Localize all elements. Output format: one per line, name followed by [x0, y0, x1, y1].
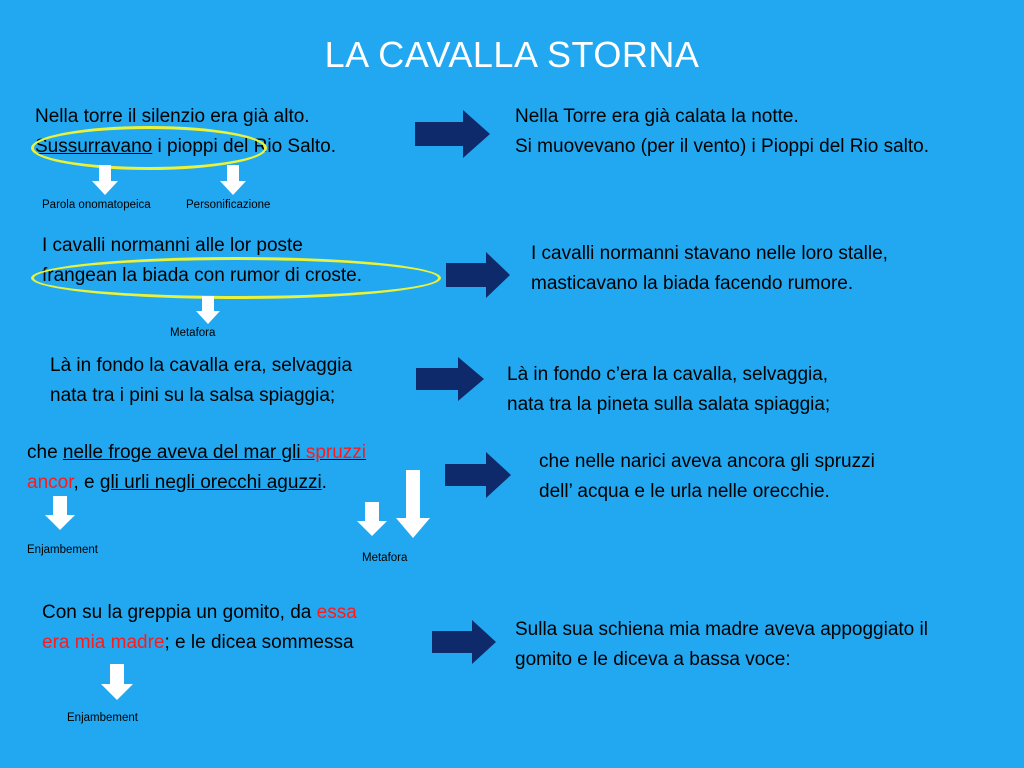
- right-arrow-icon: [416, 357, 484, 401]
- paraphrase-line: dell’ acqua e le urla nelle orecchie.: [539, 481, 830, 502]
- paraphrase-line: I cavalli normanni stavano nelle loro stalle,: [531, 243, 888, 264]
- verse-line: Là in fondo la cavalla era, selvaggia: [50, 355, 353, 376]
- down-arrow-icon: [396, 470, 430, 538]
- emphasis-phrase: era mia madre: [42, 632, 165, 653]
- figure-label: Metafora: [170, 327, 216, 339]
- down-arrow-icon: [45, 496, 75, 530]
- right-arrow-icon: [445, 452, 511, 498]
- emphasis-word: spruzzi: [305, 442, 367, 463]
- paraphrase-line: che nelle narici aveva ancora gli spruzzi: [539, 451, 875, 472]
- verse-line: ancor, e gli urli negli orecchi aguzzi.: [27, 472, 327, 493]
- highlight-oval: [31, 257, 441, 299]
- paraphrase-line: Si muovevano (per il vento) i Pioppi del Rio salto.: [515, 136, 929, 157]
- underlined-phrase: nelle froge aveva del mar gli spruzzi: [62, 442, 367, 463]
- paraphrase-line: gomito e le diceva a bassa voce:: [515, 649, 791, 670]
- slide-title: LA CAVALLA STORNA: [324, 34, 700, 75]
- right-arrow-icon: [415, 110, 490, 158]
- paraphrase-block-4: [539, 447, 875, 507]
- down-arrow-icon: [101, 664, 133, 700]
- down-arrow-icon: [220, 165, 246, 195]
- verse-block-3: [50, 351, 352, 411]
- paraphrase-line: Là in fondo c’era la cavalla, selvaggia,: [507, 364, 829, 385]
- verse-line: Nella torre il silenzio era già alto.: [35, 106, 310, 127]
- verse-line: era mia madre; e le dicea sommessa: [42, 632, 354, 653]
- underlined-word: Sussurravano: [35, 136, 153, 157]
- emphasis-word: ancor: [27, 472, 74, 493]
- verse-block-5: [42, 598, 357, 658]
- paraphrase-block-3: [507, 360, 830, 420]
- verse-line: nata tra i pini su la salsa spiaggia;: [50, 385, 336, 406]
- paraphrase-block-2: [531, 239, 888, 299]
- figure-label: Enjambement: [67, 712, 138, 724]
- verse-block-4: [27, 438, 366, 498]
- down-arrow-icon: [196, 296, 220, 324]
- verse-line: I cavalli normanni alle lor poste: [42, 235, 303, 256]
- paraphrase-block-5: [515, 615, 928, 675]
- down-arrow-icon: [357, 502, 387, 536]
- paraphrase-line: masticavano la biada facendo rumore.: [531, 273, 854, 294]
- right-arrow-icon: [432, 620, 496, 664]
- figure-label: Metafora: [362, 552, 408, 564]
- figure-label: Personificazione: [186, 199, 271, 211]
- verse-line: che nelle froge aveva del mar gli spruzzi: [27, 442, 367, 463]
- down-arrow-icon: [92, 165, 118, 195]
- highlight-oval: [31, 126, 267, 170]
- figure-label: Enjambement: [27, 544, 98, 556]
- emphasis-word: essa: [316, 602, 357, 623]
- paraphrase-line: Nella Torre era già calata la notte.: [515, 106, 799, 127]
- underlined-phrase: gli urli negli orecchi aguzzi: [99, 472, 322, 493]
- paraphrase-line: Sulla sua schiena mia madre aveva appoggiato il: [515, 619, 928, 640]
- paraphrase-block-1: [515, 102, 929, 162]
- verse-line: Con su la greppia un gomito, da essa: [42, 602, 357, 623]
- verse-line: frangean la biada con rumor di croste.: [42, 265, 363, 286]
- paraphrase-line: nata tra la pineta sulla salata spiaggia;: [507, 394, 831, 415]
- verse-line: Sussurravano i pioppi del Rio Salto.: [35, 136, 337, 157]
- figure-label: Parola onomatopeica: [42, 199, 151, 211]
- right-arrow-icon: [446, 252, 510, 298]
